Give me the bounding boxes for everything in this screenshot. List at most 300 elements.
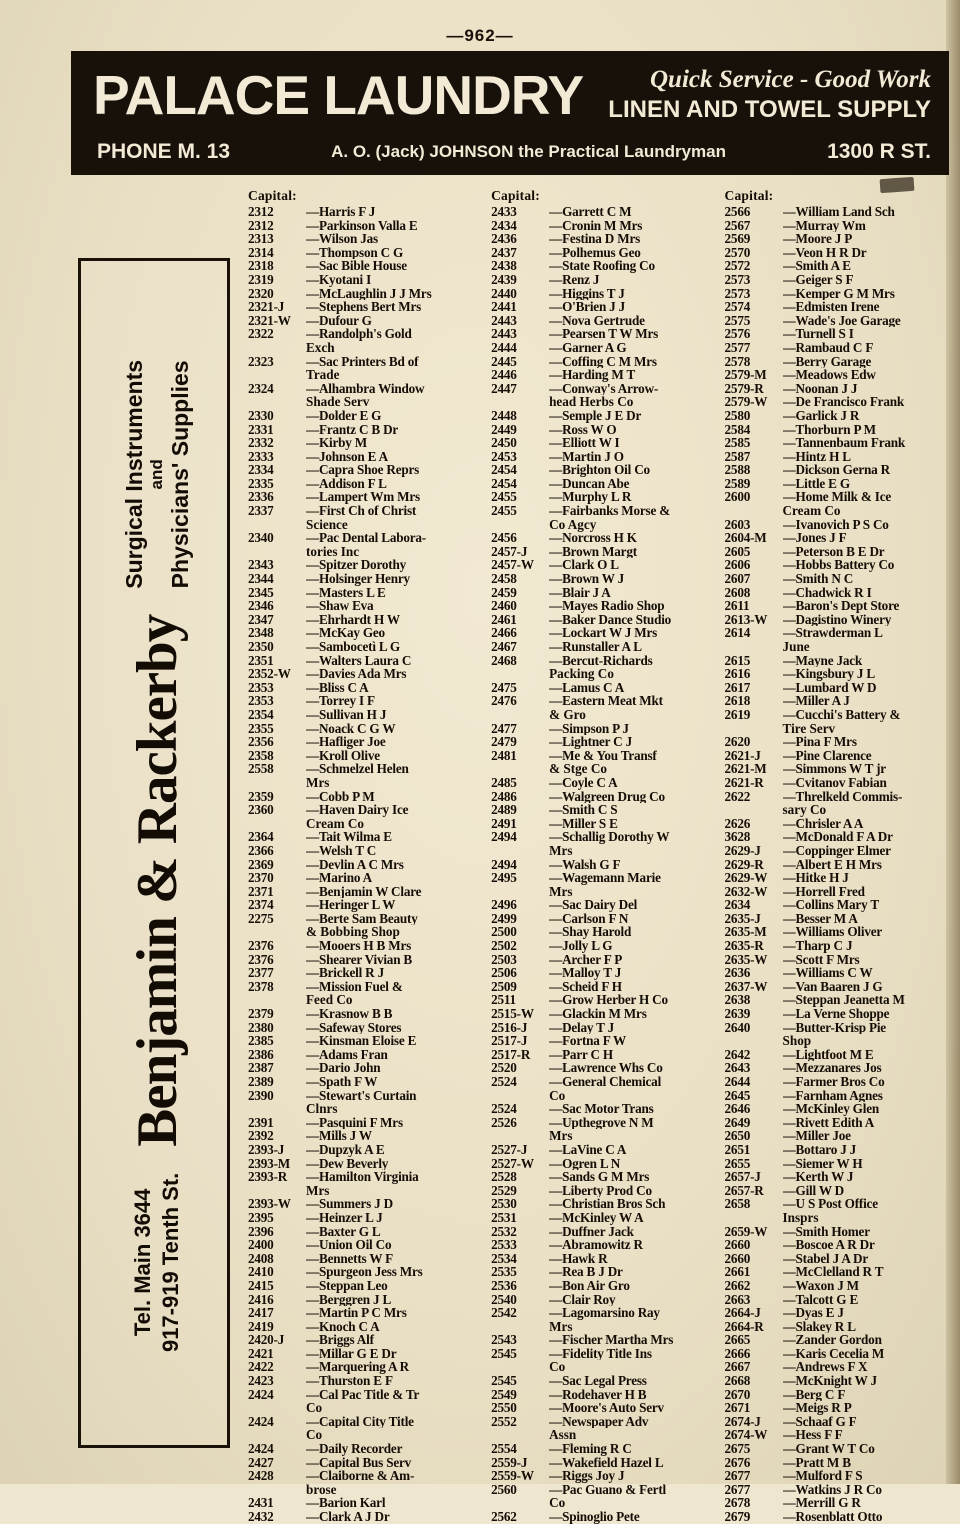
entry-name: —Lamus C A — [549, 680, 625, 695]
entry-number: 2635-M — [724, 924, 767, 940]
entry-name: —Dew Beverly — [306, 1156, 389, 1171]
directory-entry — [491, 300, 708, 314]
entry-name: —Pratt M B — [782, 1455, 851, 1470]
entry-name: —Boscoe A R Dr — [782, 1238, 875, 1252]
directory-entry — [248, 246, 475, 260]
entry-name: —McDonald F A Dr — [782, 830, 893, 844]
entry-name: —Mooers H B Mrs — [306, 939, 412, 953]
directory-entry — [248, 1089, 475, 1103]
directory-entry — [725, 858, 942, 872]
entry-number: 2351 — [248, 652, 274, 668]
entry-number: 2395 — [248, 1209, 274, 1225]
directory-entry — [725, 966, 942, 980]
directory-entry — [491, 1061, 708, 1075]
entry-name: —Capital Bus Serv — [306, 1455, 412, 1470]
directory-entry — [725, 314, 942, 328]
directory-entry — [248, 314, 475, 328]
entry-name: —Kyotani I — [306, 272, 372, 287]
entry-number: 2574 — [724, 299, 751, 315]
directory-entry — [248, 1252, 475, 1266]
entry-name: —Slakey R L — [782, 1319, 856, 1334]
entry-name: —Brighton Oil Co — [549, 463, 650, 477]
directory-entry — [248, 980, 475, 994]
entry-number: 2454 — [491, 462, 517, 478]
entry-number: 2445 — [491, 353, 517, 369]
directory-entry — [725, 1428, 942, 1442]
directory-entry — [491, 287, 708, 301]
directory-entry — [248, 504, 475, 518]
directory-entry — [491, 490, 708, 504]
entry-name: —Bon Air Gro — [549, 1278, 630, 1293]
entry-name: —Baxter G L — [306, 1224, 381, 1239]
entry-number: 2666 — [724, 1345, 751, 1361]
entry-name: —Turnell S I — [782, 327, 854, 341]
entry-name: —Claiborne & Am- — [306, 1469, 415, 1483]
directory-entry — [248, 871, 475, 885]
directory-entry — [725, 1456, 942, 1470]
entry-number: 2613-W — [724, 611, 768, 627]
entry-number: 2420-J — [248, 1332, 285, 1348]
directory-entry — [491, 382, 708, 396]
entry-number: 2489 — [491, 802, 517, 818]
directory-entry — [725, 450, 942, 464]
entry-number: 2434 — [491, 217, 517, 233]
entry-name: —Marquering A R — [306, 1360, 409, 1375]
entry-number: 2366 — [248, 842, 274, 858]
side-ad-phone: Tel. Main 3644 — [130, 1188, 155, 1337]
directory-entry — [491, 1442, 708, 1456]
entry-number: 2371 — [248, 883, 274, 899]
directory-entry — [491, 912, 708, 926]
palace-laundry-ad — [72, 52, 948, 174]
directory-entry — [491, 830, 708, 844]
entry-name: —Mezzanares Jos — [782, 1061, 882, 1075]
entry-number: 2334 — [248, 462, 274, 478]
directory-entry — [491, 817, 708, 831]
directory-entry — [248, 1116, 475, 1130]
entry-number: 2353 — [248, 693, 274, 709]
directory-entry — [491, 531, 708, 545]
entry-name: —Knoch C A — [306, 1319, 380, 1334]
side-ad-company: Benjamin & Rackerby — [125, 614, 189, 1147]
directory-entry — [248, 1225, 475, 1239]
directory-entry — [725, 1007, 942, 1021]
directory-entry — [248, 1456, 475, 1470]
entry-name: —McLaughlin J J Mrs — [306, 286, 432, 301]
directory-entry — [725, 259, 942, 273]
entry-name: —Randolph's Gold — [306, 327, 412, 341]
entry-number: 2517-J — [491, 1033, 528, 1049]
directory-entry — [491, 722, 708, 736]
directory-entry — [248, 912, 475, 926]
entry-name: —McKinley Glen — [782, 1102, 879, 1116]
directory-entry — [725, 953, 942, 967]
entry-number: 2579-W — [724, 394, 768, 410]
column-header: Capital: — [491, 188, 540, 203]
entry-number: 2524 — [491, 1074, 517, 1089]
entry-number: 2532 — [491, 1223, 517, 1239]
side-ad-and: and — [147, 459, 167, 490]
entry-name: —Harris F J — [306, 205, 376, 219]
directory-entry — [725, 1306, 942, 1320]
entry-name: —Lockart W J Mrs — [549, 626, 658, 640]
entry-number: 2356 — [248, 734, 274, 750]
entry-name: —Capra Shoe Reprs — [306, 463, 420, 477]
entry-number: 2502 — [491, 938, 517, 954]
entry-name: —Zander Gordon — [782, 1333, 882, 1347]
entry-number: 2432 — [248, 1509, 274, 1524]
entry-number: 2354 — [248, 706, 274, 722]
directory-entry — [491, 803, 708, 817]
entry-number: 2343 — [248, 557, 274, 573]
entry-number: 2629-J — [724, 842, 761, 858]
entry-number: 2509 — [491, 978, 517, 994]
entry-number: 2670 — [724, 1386, 751, 1402]
entry-number: 2376 — [248, 938, 274, 954]
entry-name: —Johnson E A — [306, 449, 388, 464]
directory-entry — [248, 1021, 475, 1035]
entry-number: 2640 — [724, 1019, 751, 1035]
entry-name: —Spitzer Dorothy — [306, 558, 406, 573]
directory-entry — [491, 259, 708, 273]
entry-name: —Walgreen Drug Co — [549, 789, 665, 804]
entry-number: 2447 — [491, 380, 517, 396]
entry-name: —Dagistino Winery — [782, 612, 892, 627]
directory-entry — [248, 613, 475, 627]
directory-entry — [725, 409, 942, 423]
entry-name: —U S Post Office — [782, 1197, 878, 1211]
directory-entry — [725, 246, 942, 260]
entry-name: —Heringer L W — [306, 898, 396, 912]
entry-name: —Masters L E — [306, 585, 386, 600]
directory-entry — [248, 844, 475, 858]
entry-number: 2486 — [491, 788, 517, 804]
directory-entry — [248, 1007, 475, 1021]
directory-entry — [248, 477, 475, 491]
directory-entry — [248, 531, 475, 545]
directory-entry — [491, 640, 708, 654]
entry-name: —Heinzer L J — [306, 1210, 383, 1225]
entry-number: 2528 — [491, 1169, 517, 1185]
entry-number: 2664-R — [724, 1318, 764, 1334]
entry-number: 2333 — [248, 448, 274, 464]
directory-entry — [725, 790, 942, 804]
entry-number: 2475 — [491, 679, 517, 695]
entry-name: —Martin J O — [549, 449, 624, 464]
entry-number: 2642 — [724, 1046, 751, 1062]
entry-name: —Clark O L — [549, 558, 619, 573]
entry-number: 2661 — [724, 1264, 751, 1280]
entry-name: —Sac Legal Press — [549, 1374, 647, 1388]
entry-number: 2664-J — [724, 1305, 761, 1321]
directory-entry — [248, 1469, 475, 1483]
entry-continuation: tories Inc — [306, 543, 360, 559]
entry-number: 2494 — [491, 829, 517, 845]
entry-name: —Sac Printers Bd of — [306, 354, 419, 369]
entry-name: —Miller A J — [782, 694, 850, 708]
directory-entry — [725, 667, 942, 681]
directory-entry — [725, 776, 942, 790]
directory-entry — [491, 205, 708, 219]
entry-number: 2662 — [724, 1277, 751, 1293]
directory-entry — [725, 382, 942, 396]
entry-name: —Marino A — [306, 871, 372, 885]
entry-name: —Waxon J M — [782, 1278, 859, 1293]
directory-entry — [248, 1279, 475, 1293]
entry-number: 2433 — [491, 204, 517, 219]
entry-number: 2455 — [491, 489, 517, 505]
directory-entry — [491, 1048, 708, 1062]
entry-number: 2494 — [491, 856, 517, 872]
directory-entry — [491, 232, 708, 246]
entry-name: —Stewart's Curtain — [306, 1088, 417, 1103]
entry-name: —Tait Wilma E — [306, 830, 392, 844]
directory-entry — [725, 1170, 942, 1184]
directory-entry — [725, 912, 942, 926]
entry-continuation: Shop — [782, 1033, 812, 1049]
entry-number: 2392 — [248, 1128, 274, 1144]
side-ad-line-2: Physicians' Supplies — [166, 360, 193, 589]
listing-column — [715, 188, 948, 1524]
entry-name: —Sullivan H J — [306, 707, 387, 722]
directory-entry — [491, 1401, 708, 1415]
entry-name: —Ogren L N — [549, 1156, 621, 1171]
entry-name: —Berry Garage — [782, 354, 872, 369]
entry-number: 2643 — [724, 1060, 751, 1076]
entry-number: 2424 — [248, 1441, 274, 1457]
entry-name: —Abramowitz R — [549, 1238, 643, 1252]
entry-name: —Dufour G — [306, 313, 372, 328]
directory-entry — [725, 1048, 942, 1062]
entry-name: —Nova Gertrude — [549, 313, 645, 328]
entry-name: —Torrey I F — [306, 694, 375, 708]
entry-continuation: Exch — [306, 339, 335, 355]
directory-entry — [491, 477, 708, 491]
entry-name: —Parr C H — [549, 1047, 613, 1062]
directory-entry — [491, 1007, 708, 1021]
directory-entry — [491, 368, 708, 382]
directory-entry — [725, 1075, 942, 1089]
entry-continuation: Insprs — [782, 1209, 819, 1225]
entry-name: —La Verne Shoppe — [782, 1007, 890, 1021]
directory-entry — [725, 232, 942, 246]
entry-name: —Harding M T — [549, 368, 636, 382]
entry-name: —Albert E H Mrs — [782, 857, 882, 872]
entry-number: 2527-J — [491, 1141, 528, 1157]
directory-entry — [491, 1157, 708, 1171]
entry-name: —Glackin M Mrs — [549, 1007, 647, 1021]
entry-name: —Tharp C J — [782, 939, 853, 953]
entry-number: 2567 — [724, 217, 751, 233]
directory-entry — [725, 368, 942, 382]
entry-name: —Lightner C J — [549, 735, 632, 749]
entry-name: —Benjamin W Clare — [306, 884, 422, 899]
entry-number: 2534 — [491, 1250, 517, 1266]
entry-name: —Dario John — [306, 1061, 381, 1075]
entry-name: —Threlkeld Commis- — [782, 789, 903, 804]
directory-entry — [725, 490, 942, 504]
directory-entry — [725, 762, 942, 776]
directory-entry — [248, 1442, 475, 1456]
directory-entry — [725, 1496, 942, 1510]
entry-name: —Noonan J J — [782, 381, 858, 396]
directory-entry — [491, 572, 708, 586]
directory-entry — [725, 1293, 942, 1307]
entry-number: 2457-J — [491, 543, 528, 559]
directory-entry — [248, 1496, 475, 1510]
directory-entry — [725, 830, 942, 844]
entry-name: —State Roofing Co — [549, 259, 655, 273]
entry-name: —Farmer Bros Co — [782, 1075, 885, 1089]
entry-number: 2614 — [724, 625, 751, 641]
entry-number: 2313 — [248, 231, 274, 247]
entry-number: 2506 — [491, 965, 517, 981]
entry-number: 2558 — [248, 761, 274, 777]
entry-continuation: Cream Co — [306, 815, 364, 831]
entry-number: 2438 — [491, 258, 517, 274]
entry-number: 2453 — [491, 448, 517, 464]
entry-name: —Christian Bros Sch — [549, 1197, 666, 1211]
directory-entry — [248, 1143, 475, 1157]
directory-entry — [248, 423, 475, 437]
entry-continuation: June — [782, 639, 810, 654]
entry-number: 2545 — [491, 1345, 517, 1361]
entry-number: 2516-J — [491, 1019, 528, 1035]
entry-name: —Me & You Transf — [549, 748, 657, 763]
column-header: Capital: — [724, 188, 774, 203]
directory-entry — [491, 1347, 708, 1361]
entry-number: 2543 — [491, 1332, 517, 1348]
entry-name: —Bottaro J J — [782, 1142, 857, 1157]
directory-entry — [491, 626, 708, 640]
directory-entry — [725, 1157, 942, 1171]
entry-number: 2667 — [724, 1359, 751, 1375]
directory-entry — [248, 1048, 475, 1062]
directory-entry — [725, 735, 942, 749]
directory-entry — [725, 436, 942, 450]
entry-number: 2500 — [491, 924, 517, 940]
entry-number: 2660 — [724, 1237, 751, 1253]
entry-name: —Karis Cecelia M — [782, 1346, 885, 1361]
directory-entry — [725, 885, 942, 899]
directory-entry — [725, 844, 942, 858]
entry-number: 2424 — [248, 1413, 274, 1429]
entry-number: 2573 — [724, 285, 751, 301]
directory-entry — [248, 1374, 475, 1388]
directory-entry — [725, 613, 942, 627]
entry-name: —Meadows Edw — [782, 368, 876, 382]
entry-name: —Delay T J — [549, 1020, 615, 1035]
entry-number: 2550 — [491, 1400, 517, 1416]
entry-number: 2491 — [491, 815, 517, 831]
entry-number: 3628 — [724, 829, 751, 845]
entry-number: 2655 — [724, 1155, 751, 1171]
directory-entry — [725, 993, 942, 1007]
directory-entry — [491, 1265, 708, 1279]
entry-name: —Pina F Mrs — [782, 735, 857, 749]
entry-name: —Edmisten Irene — [782, 300, 880, 314]
entry-name: —Miller Joe — [782, 1129, 851, 1143]
entry-number: 2622 — [724, 788, 751, 804]
entry-name: —Devlin A C Mrs — [306, 857, 404, 872]
entry-name: —Higgins T J — [549, 286, 625, 301]
entry-number: 2580 — [724, 407, 751, 423]
entry-number: 2459 — [491, 584, 517, 600]
entry-number: 2321-W — [248, 312, 291, 328]
ad-title: PALACE LAUNDRY — [93, 64, 584, 126]
entry-number: 2677 — [724, 1468, 751, 1484]
entry-number: 2606 — [724, 557, 751, 573]
entry-name: —Coffing C M Mrs — [549, 354, 657, 369]
entry-name: —Veon H R Dr — [782, 245, 867, 260]
directory-entry — [491, 613, 708, 627]
entry-number: 2499 — [491, 910, 517, 926]
entry-name: —Dyas E J — [782, 1306, 844, 1320]
directory-entry — [248, 735, 475, 749]
entry-number: 2639 — [724, 1006, 751, 1022]
entry-name: —Murray Wm — [782, 218, 866, 233]
entry-number: 2644 — [724, 1074, 751, 1089]
entry-number: 2629-R — [724, 856, 764, 872]
directory-entry — [725, 1116, 942, 1130]
ad-proprietor: A. O. (Jack) JOHNSON the Practical Laundryman — [331, 142, 727, 161]
entry-number: 2477 — [491, 720, 517, 736]
entry-name: —Kinsman Eloise E — [306, 1034, 417, 1048]
directory-entry — [248, 409, 475, 423]
directory-entry — [491, 1034, 708, 1048]
directory-entry — [725, 1252, 942, 1266]
listing-column — [481, 188, 714, 1524]
directory-entry — [491, 246, 708, 260]
directory-entry — [248, 722, 475, 736]
entry-name: —Butter-Krisp Pie — [782, 1020, 886, 1035]
entry-name: —Jolly L G — [549, 939, 613, 953]
entry-number: 2585 — [724, 435, 751, 451]
entry-number: 2275 — [248, 910, 274, 926]
entry-number: 2350 — [248, 639, 274, 654]
entry-name: —Berg C F — [782, 1387, 846, 1402]
entry-number: 2332 — [248, 435, 274, 451]
entry-number: 2626 — [724, 815, 751, 831]
directory-entry — [248, 1197, 475, 1211]
directory-entry — [491, 1374, 708, 1388]
entry-number: 2449 — [491, 421, 517, 437]
entry-number: 2331 — [248, 421, 274, 437]
entry-number: 2496 — [491, 897, 517, 913]
directory-entry — [248, 640, 475, 654]
directory-entry — [725, 1143, 942, 1157]
directory-entry — [491, 898, 708, 912]
directory-entry — [725, 1102, 942, 1116]
entry-number: 2468 — [491, 652, 517, 668]
entry-number: 2324 — [248, 380, 274, 396]
entry-name: —Baker Dance Studio — [549, 612, 672, 627]
entry-name: —Spurgeon Jess Mrs — [306, 1265, 423, 1279]
entry-number: 2540 — [491, 1291, 517, 1307]
entry-number: 2416 — [248, 1291, 274, 1307]
entry-number: 2660 — [724, 1250, 751, 1266]
entry-number: 2559-J — [491, 1454, 528, 1470]
entry-number: 2378 — [248, 978, 274, 994]
directory-entry — [248, 450, 475, 464]
directory-entry — [248, 803, 475, 817]
directory-entry — [725, 898, 942, 912]
entry-number: 2364 — [248, 829, 274, 845]
entry-number: 2390 — [248, 1087, 274, 1103]
directory-entry — [725, 572, 942, 586]
directory-entry — [248, 490, 475, 504]
entry-number: 2576 — [724, 326, 751, 342]
